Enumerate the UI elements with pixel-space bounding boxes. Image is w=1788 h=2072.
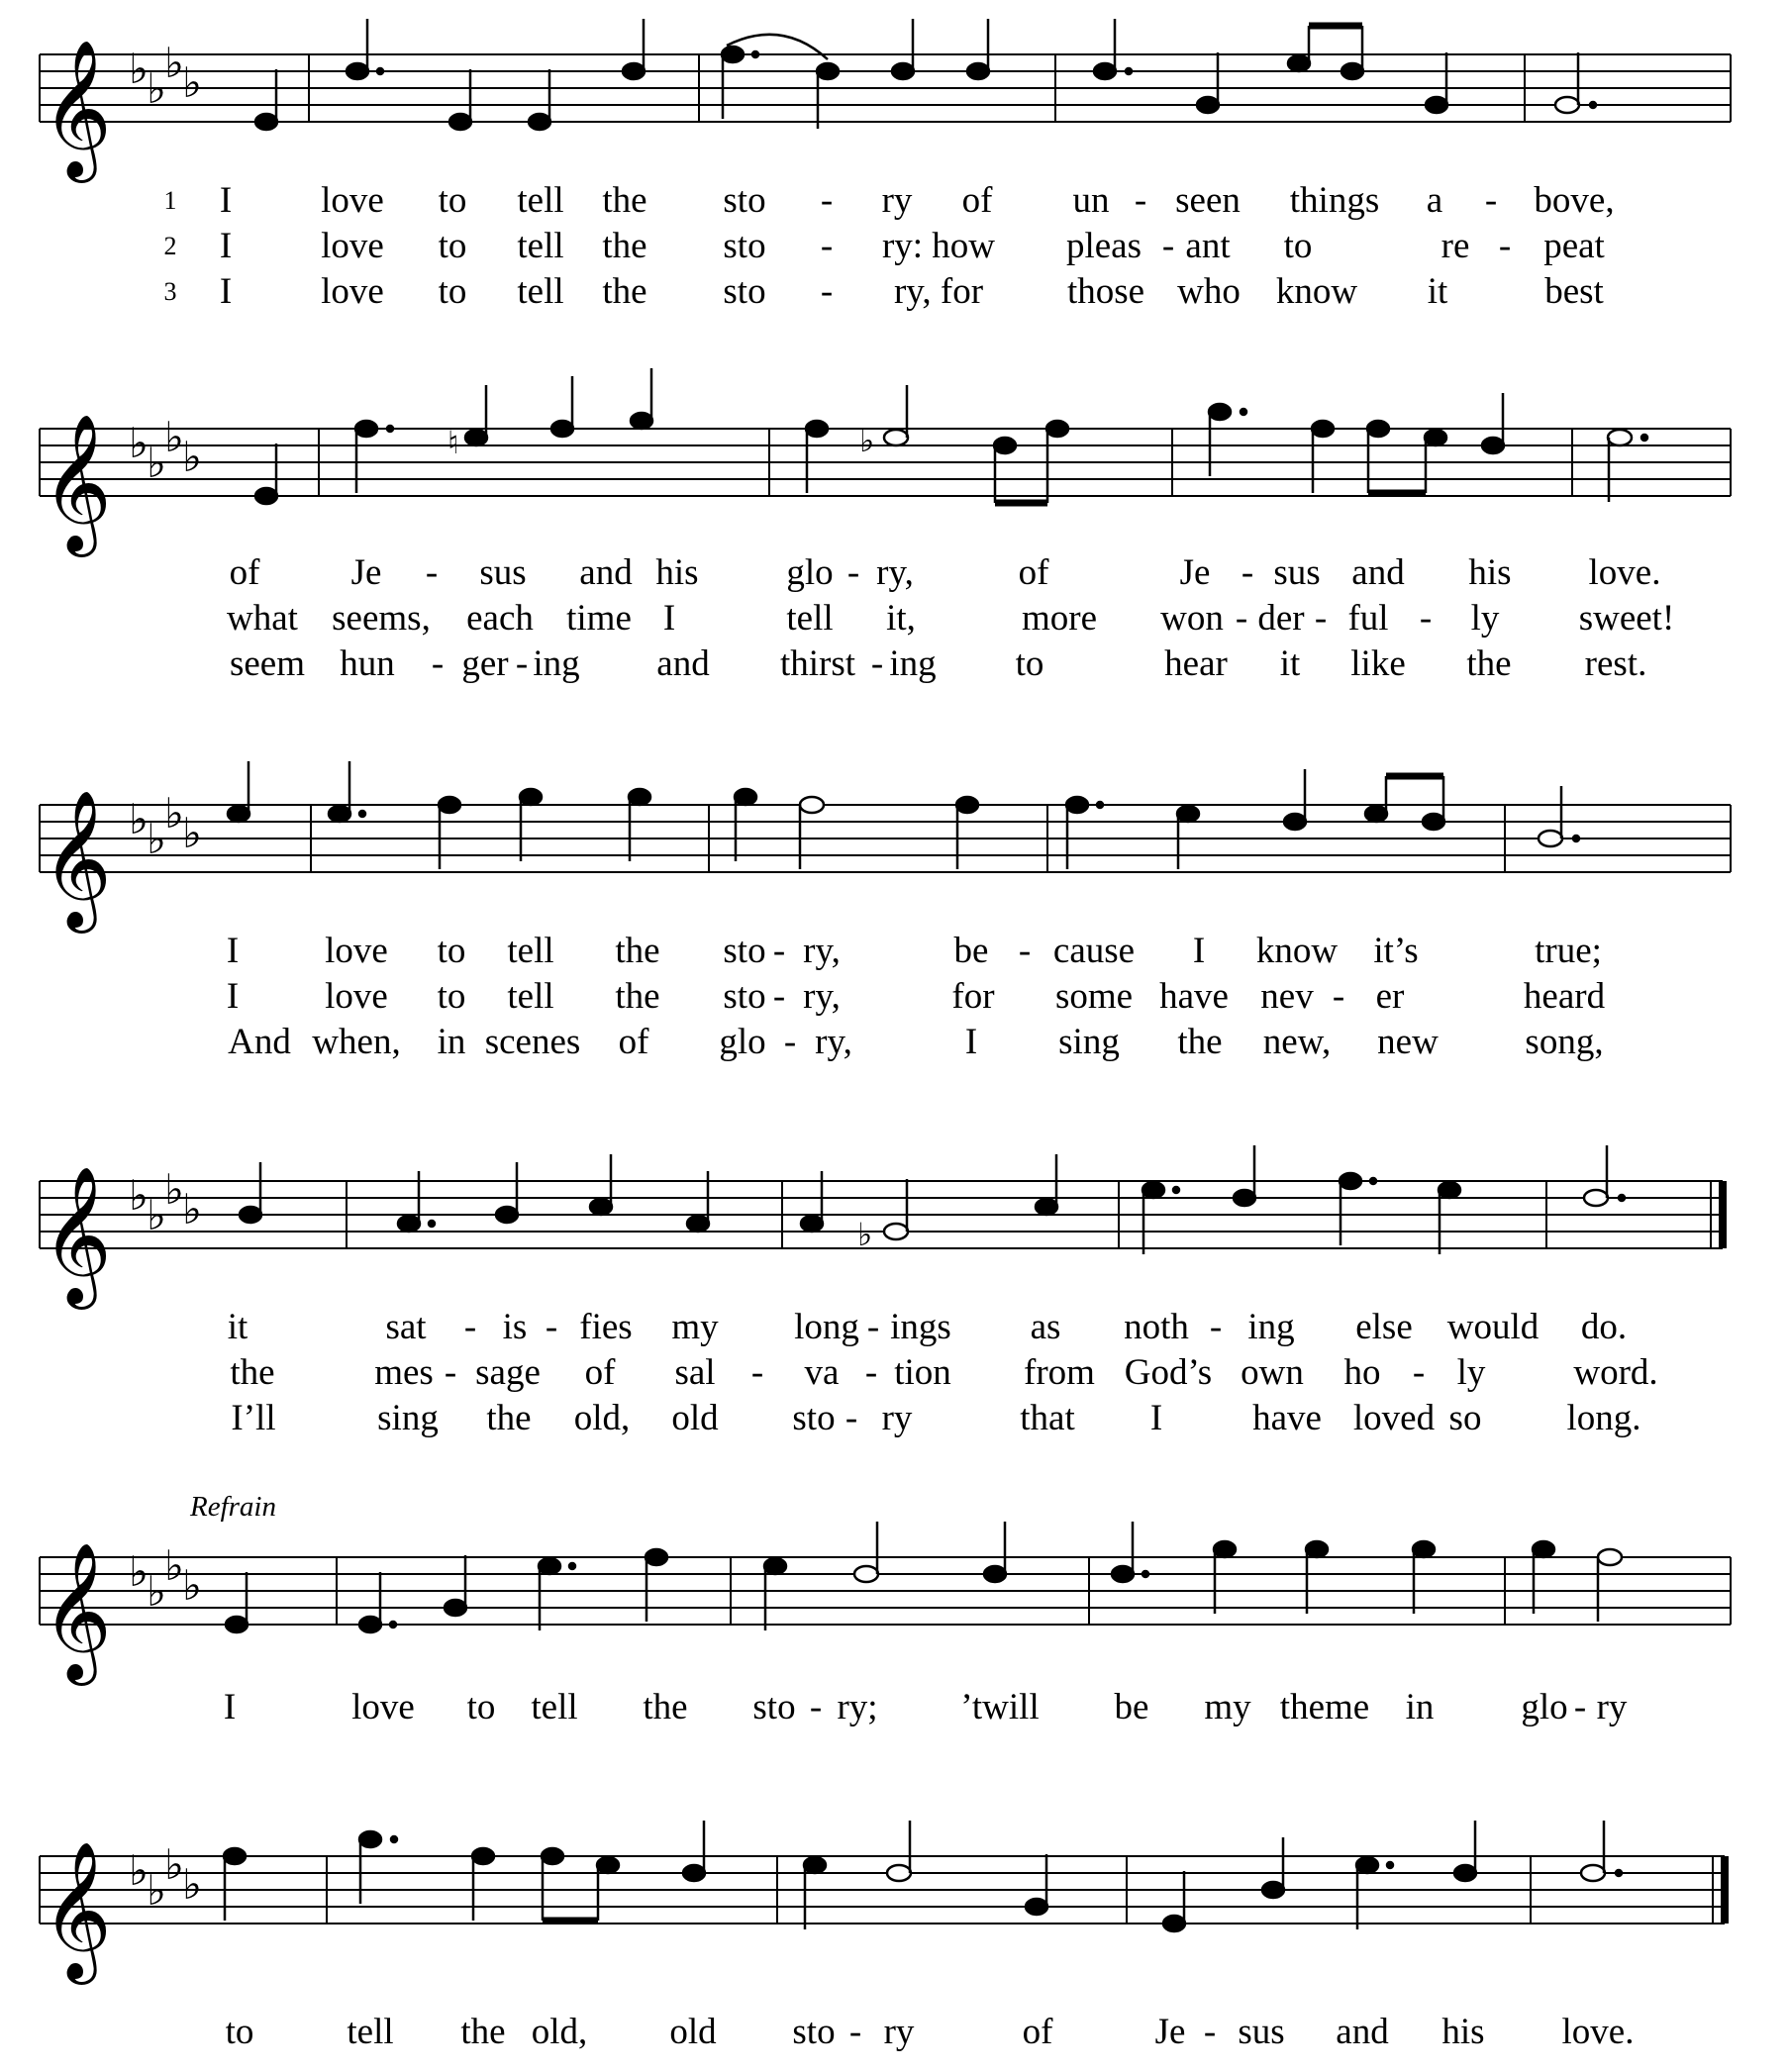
syllable: to — [437, 931, 466, 971]
syllable: and — [579, 552, 633, 593]
syllable: to — [438, 271, 467, 312]
lyric-line — [0, 596, 1788, 641]
syllable: to — [1283, 226, 1313, 266]
syllable: his — [1441, 2012, 1485, 2052]
syllable: ry; — [837, 1687, 878, 1727]
syllable: tell — [531, 1687, 578, 1727]
syllable: tell — [347, 2012, 394, 2052]
syllable: time — [566, 598, 632, 639]
syllable: ry, — [803, 931, 841, 971]
syllable: to — [225, 2012, 254, 2052]
syllable: theme — [1279, 1687, 1370, 1727]
syllable: know — [1275, 271, 1358, 312]
treble-clef-icon: 𝄞 — [42, 1841, 112, 1979]
lyric-line — [0, 1685, 1788, 1730]
syllable: glo — [786, 552, 834, 593]
svg-text:♭: ♭ — [147, 815, 166, 863]
svg-text:♭: ♭ — [129, 1846, 149, 1895]
syllable: - — [1235, 598, 1248, 639]
syllable: ry, — [803, 976, 841, 1017]
lyric-line — [0, 550, 1788, 596]
syllable: - — [1573, 1687, 1587, 1727]
syllable: - — [820, 226, 834, 266]
syllable: of — [1018, 552, 1049, 593]
syllable: I — [219, 180, 233, 221]
syllable: - — [864, 1352, 878, 1393]
syllable: new, — [1262, 1022, 1332, 1062]
syllable: seems, — [332, 598, 431, 639]
svg-text:♭: ♭ — [129, 1547, 149, 1596]
syllable: long. — [1566, 1398, 1641, 1438]
syllable: his — [655, 552, 699, 593]
syllable: to — [438, 180, 467, 221]
syllable: sage — [475, 1352, 541, 1393]
svg-text:♭: ♭ — [164, 789, 184, 838]
syllable: song, — [1525, 1022, 1604, 1062]
syllable: - — [1018, 931, 1032, 971]
syllable: glo — [1521, 1687, 1568, 1727]
treble-clef-icon: 𝄞 — [42, 40, 112, 177]
syllable: seen — [1175, 180, 1241, 221]
syllable: - — [846, 552, 860, 593]
staff-2 — [0, 374, 1788, 572]
syllable: love. — [1588, 552, 1661, 593]
syllable: his — [1468, 552, 1512, 593]
syllable: - — [783, 1022, 797, 1062]
syllable: ger — [461, 643, 509, 684]
syllable: sto — [752, 1687, 796, 1727]
syllable: it’s — [1373, 931, 1419, 971]
syllable: - — [844, 1398, 858, 1438]
syllable: my — [671, 1307, 719, 1347]
syllable: tell — [507, 976, 554, 1017]
syllable: love. — [1561, 2012, 1635, 2052]
svg-text:♭: ♭ — [147, 1567, 166, 1616]
svg-text:♭: ♭ — [147, 439, 166, 487]
syllable: in — [437, 1022, 466, 1062]
syllable: noth — [1124, 1307, 1189, 1347]
syllable: of — [961, 180, 993, 221]
lyric-line — [0, 224, 1788, 269]
syllable: - — [425, 552, 439, 593]
syllable: - — [1161, 226, 1175, 266]
syllable: of — [584, 1352, 616, 1393]
syllable: own — [1241, 1352, 1304, 1393]
syllable: ful — [1347, 598, 1389, 639]
syllable: - — [848, 2012, 862, 2052]
syllable: - — [1134, 180, 1147, 221]
syllable: the — [602, 180, 647, 221]
key-signature-flats-icon — [129, 1165, 202, 1239]
syllable: - — [820, 271, 834, 312]
syllable: sto — [792, 1398, 836, 1438]
syllable: I — [964, 1022, 978, 1062]
syllable: fies — [579, 1307, 633, 1347]
syllable: - — [1241, 552, 1254, 593]
syllable: sus — [1273, 552, 1321, 593]
syllable: nev — [1260, 976, 1314, 1017]
staff-3 — [0, 750, 1788, 948]
svg-text:♭: ♭ — [182, 809, 202, 857]
key-signature-flats-icon — [129, 1840, 202, 1915]
syllable: I — [219, 271, 233, 312]
syllable: more — [1021, 598, 1098, 639]
syllable: hun — [340, 643, 395, 684]
treble-clef-icon: 𝄞 — [42, 790, 112, 928]
syllable: rest. — [1584, 643, 1647, 684]
syllable: is — [502, 1307, 528, 1347]
syllable: new — [1377, 1022, 1439, 1062]
syllable: I — [223, 1687, 237, 1727]
syllable: - — [1484, 180, 1498, 221]
syllable: ings — [890, 1307, 951, 1347]
syllable: - — [1498, 226, 1512, 266]
syllable: have — [1159, 976, 1229, 1017]
syllable: - — [1412, 1352, 1426, 1393]
refrain-label: Refrain — [190, 1491, 276, 1523]
syllable: sto — [723, 271, 766, 312]
syllable: like — [1350, 643, 1406, 684]
staff-6 — [0, 1802, 1788, 2000]
syllable: pleas — [1065, 226, 1142, 266]
syllable: the — [230, 1352, 275, 1393]
syllable: - — [1314, 598, 1328, 639]
syllable: it — [1427, 271, 1448, 312]
key-signature-flats-icon — [129, 789, 202, 863]
verse-number-3: 3 — [163, 277, 177, 306]
syllable: it — [1279, 643, 1301, 684]
syllable: tell — [517, 226, 564, 266]
syllable: I — [226, 976, 240, 1017]
syllable: long — [794, 1307, 859, 1347]
svg-text:♭: ♭ — [129, 795, 149, 843]
svg-text:♭: ♭ — [182, 58, 202, 107]
svg-text:♭: ♭ — [164, 413, 184, 461]
syllable: to — [437, 976, 466, 1017]
syllable: - — [772, 976, 786, 1017]
syllable: ing — [533, 643, 580, 684]
lyric-line — [0, 178, 1788, 224]
svg-text:♭: ♭ — [129, 1171, 149, 1220]
syllable: ry: how — [881, 226, 996, 266]
svg-text:♭: ♭ — [164, 1541, 184, 1590]
syllable: to — [438, 226, 467, 266]
syllable: - — [1419, 598, 1433, 639]
syllable: God’s — [1124, 1352, 1213, 1393]
syllable: else — [1355, 1307, 1413, 1347]
syllable: when, — [312, 1022, 401, 1062]
syllable: love — [321, 180, 384, 221]
syllable: and — [1351, 552, 1405, 593]
syllable: the — [602, 271, 647, 312]
syllable: old, — [573, 1398, 631, 1438]
syllable: - — [1203, 2012, 1217, 2052]
syllable: tell — [517, 271, 564, 312]
syllable: - — [515, 643, 529, 684]
syllable: peat — [1543, 226, 1605, 266]
syllable: love — [321, 226, 384, 266]
key-signature-flats-icon — [129, 1541, 202, 1616]
syllable: my — [1204, 1687, 1251, 1727]
syllable: old, — [531, 2012, 588, 2052]
syllable: in — [1405, 1687, 1435, 1727]
syllable: of — [618, 1022, 649, 1062]
verse-number-1: 1 — [163, 186, 177, 215]
lyric-line — [0, 1020, 1788, 1065]
syllable: - — [463, 1307, 477, 1347]
syllable: old — [671, 1398, 719, 1438]
syllable: bove, — [1534, 180, 1615, 221]
syllable: ry — [1596, 1687, 1628, 1727]
syllable: of — [229, 552, 260, 593]
syllable: for — [951, 976, 995, 1017]
verse-number-2: 2 — [163, 232, 177, 260]
syllable: I — [1192, 931, 1206, 971]
syllable: and — [656, 643, 710, 684]
syllable: love — [321, 271, 384, 312]
syllable: the — [486, 1398, 532, 1438]
svg-text:♭: ♭ — [164, 39, 184, 87]
syllable: sto — [723, 180, 766, 221]
svg-text:♭: ♭ — [129, 419, 149, 467]
syllable: ry, — [815, 1022, 852, 1062]
syllable: would — [1446, 1307, 1540, 1347]
syllable: love — [325, 976, 388, 1017]
treble-clef-icon: 𝄞 — [42, 1166, 112, 1304]
syllable: tell — [786, 598, 834, 639]
syllable: mes — [374, 1352, 434, 1393]
syllable: ly — [1470, 598, 1500, 639]
syllable: sto — [723, 226, 766, 266]
syllable: the — [615, 931, 660, 971]
key-signature-flats-icon — [129, 39, 202, 113]
syllable: it — [227, 1307, 248, 1347]
lyric-line — [0, 1305, 1788, 1350]
syllable: er — [1375, 976, 1405, 1017]
syllable: - — [820, 180, 834, 221]
syllable: un — [1072, 180, 1110, 221]
syllable: sing — [1058, 1022, 1120, 1062]
syllable: ry — [883, 2012, 915, 2052]
syllable: a — [1426, 180, 1443, 221]
syllable: - — [444, 1352, 457, 1393]
syllable: to — [1015, 643, 1044, 684]
syllable: sto — [723, 931, 766, 971]
syllable: best — [1544, 271, 1604, 312]
lyric-line — [0, 1350, 1788, 1396]
syllable: - — [866, 1307, 880, 1347]
syllable: loved — [1352, 1398, 1436, 1438]
syllable: from — [1024, 1352, 1095, 1393]
syllable: Je — [1154, 2012, 1186, 2052]
svg-text:♭: ♭ — [164, 1165, 184, 1214]
syllable: true; — [1535, 931, 1602, 971]
syllable: what — [227, 598, 298, 639]
notes-system-5 — [226, 1522, 1622, 1632]
notes-system-1 — [255, 19, 1596, 130]
svg-text:♭: ♭ — [147, 64, 166, 113]
lyric-line — [0, 929, 1788, 974]
syllable: have — [1252, 1398, 1322, 1438]
syllable: thirst — [779, 643, 856, 684]
syllable: of — [1022, 2012, 1053, 2052]
syllable: that — [1020, 1398, 1075, 1438]
syllable: - — [431, 643, 445, 684]
syllable: scenes — [484, 1022, 581, 1062]
syllable: the — [460, 2012, 506, 2052]
syllable: - — [870, 643, 884, 684]
syllable: word. — [1573, 1352, 1658, 1393]
syllable: ry, for — [893, 271, 984, 312]
syllable: ly — [1456, 1352, 1486, 1393]
syllable: hear — [1164, 643, 1228, 684]
svg-text:♭: ♭ — [859, 423, 875, 458]
treble-clef-icon: 𝄞 — [42, 1542, 112, 1680]
syllable: - — [750, 1352, 764, 1393]
lyric-line — [0, 269, 1788, 315]
svg-text:♭: ♭ — [182, 433, 202, 481]
syllable: I — [1149, 1398, 1163, 1438]
syllable: ry — [881, 1398, 913, 1438]
syllable: sus — [479, 552, 527, 593]
svg-text:♭: ♭ — [164, 1840, 184, 1889]
notes-system-6 — [224, 1821, 1622, 1931]
syllable: - — [772, 931, 786, 971]
staff-4 — [0, 1127, 1788, 1325]
staff-1 — [0, 0, 1788, 198]
syllable: things — [1289, 180, 1380, 221]
syllable: ho — [1343, 1352, 1381, 1393]
svg-text:♭: ♭ — [147, 1866, 166, 1915]
syllable: those — [1066, 271, 1145, 312]
syllable: as — [1030, 1307, 1061, 1347]
syllable: the — [602, 226, 647, 266]
syllable: ant — [1185, 226, 1231, 266]
svg-text:♭: ♭ — [182, 1561, 202, 1610]
syllable: sweet! — [1578, 598, 1675, 639]
syllable: tell — [507, 931, 554, 971]
syllable: Je — [350, 552, 382, 593]
treble-clef-icon: 𝄞 — [42, 414, 112, 551]
syllable: I — [219, 226, 233, 266]
svg-text:♭: ♭ — [147, 1191, 166, 1239]
syllable: the — [1466, 643, 1512, 684]
syllable: sto — [723, 976, 766, 1017]
syllable: ry — [881, 180, 913, 221]
lyric-line — [0, 2010, 1788, 2055]
syllable: be — [1114, 1687, 1149, 1727]
syllable: Je — [1179, 552, 1211, 593]
syllable: sat — [385, 1307, 427, 1347]
svg-text:♭: ♭ — [129, 45, 149, 93]
syllable: And — [228, 1022, 291, 1062]
syllable: ing — [889, 643, 937, 684]
syllable: cause — [1052, 931, 1136, 971]
syllable: glo — [719, 1022, 766, 1062]
syllable: - — [545, 1307, 558, 1347]
svg-text:♭: ♭ — [182, 1185, 202, 1233]
syllable: ’twill — [960, 1687, 1040, 1727]
syllable: so — [1448, 1398, 1482, 1438]
notes-system-4 — [240, 1145, 1625, 1254]
syllable: the — [1177, 1022, 1223, 1062]
syllable: and — [1336, 2012, 1389, 2052]
syllable: der — [1257, 598, 1305, 639]
syllable: I — [662, 598, 676, 639]
syllable: each — [466, 598, 534, 639]
syllable: tion — [894, 1352, 951, 1393]
lyric-line — [0, 974, 1788, 1020]
syllable: sus — [1238, 2012, 1285, 2052]
syllable: ry, — [876, 552, 914, 593]
syllable: the — [615, 976, 660, 1017]
syllable: to — [466, 1687, 496, 1727]
syllable: I — [226, 931, 240, 971]
syllable: re — [1440, 226, 1470, 266]
syllable: the — [643, 1687, 688, 1727]
syllable: won — [1160, 598, 1224, 639]
syllable: love — [325, 931, 388, 971]
lyric-line — [0, 1396, 1788, 1441]
syllable: ing — [1247, 1307, 1295, 1347]
syllable: know — [1255, 931, 1339, 971]
syllable: it, — [886, 598, 916, 639]
syllable: old — [669, 2012, 717, 2052]
syllable: sto — [792, 2012, 836, 2052]
svg-text:♭: ♭ — [857, 1217, 873, 1252]
syllable: va — [804, 1352, 840, 1393]
syllable: I’ll — [231, 1398, 276, 1438]
syllable: - — [1332, 976, 1345, 1017]
syllable: love — [351, 1687, 415, 1727]
syllable: do. — [1580, 1307, 1628, 1347]
syllable: heard — [1523, 976, 1606, 1017]
svg-text:♮: ♮ — [447, 425, 459, 460]
key-signature-flats-icon — [129, 413, 202, 487]
lyric-line — [0, 641, 1788, 687]
syllable: - — [809, 1687, 823, 1727]
notes-system-3 — [228, 761, 1579, 869]
syllable: some — [1054, 976, 1134, 1017]
staff-5 — [0, 1503, 1788, 1701]
syllable: tell — [517, 180, 564, 221]
syllable: - — [1209, 1307, 1223, 1347]
syllable: be — [953, 931, 989, 971]
syllable: sing — [377, 1398, 439, 1438]
syllable: who — [1177, 271, 1241, 312]
notes-system-2 — [255, 368, 1647, 504]
syllable: sal — [674, 1352, 716, 1393]
svg-text:♭: ♭ — [182, 1860, 202, 1909]
syllable: seem — [229, 643, 306, 684]
